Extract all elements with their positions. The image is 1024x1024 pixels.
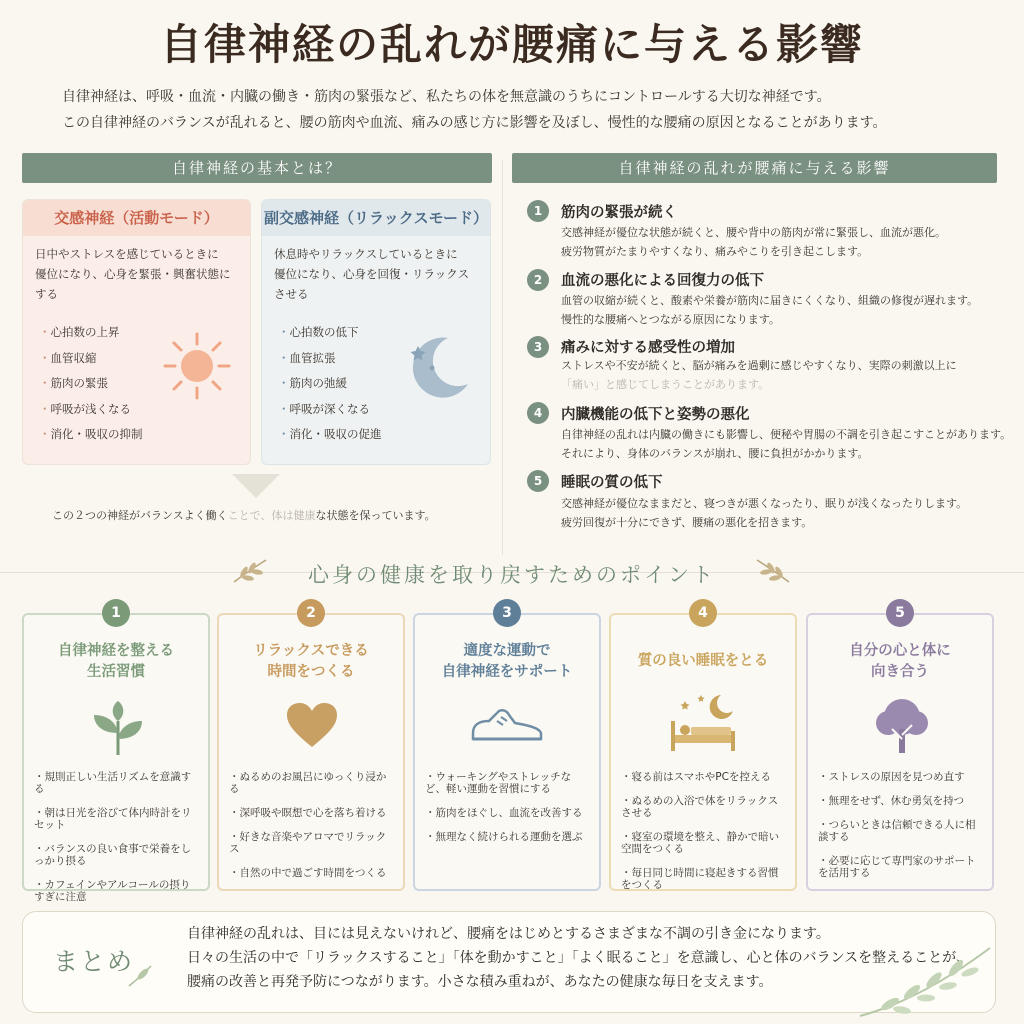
point-title-line: 質の良い睡眠をとる	[637, 653, 769, 669]
point-title-line: 適度な運動で	[463, 643, 551, 659]
effect-text: 疲労物質がたまりやすくなり、痛みやこりを引き起こします。	[561, 245, 869, 258]
list-item: ・ 血管収縮	[39, 346, 234, 372]
parasympathetic-title: 副交感神経（リラックスモード）	[262, 200, 490, 236]
effect-text: 自律神経の乱れは内臓の働きにも影響し、便秘や胃腸の不調を引き起こすことがあります。	[561, 428, 1012, 441]
list-item: ・ 心拍数の低下	[278, 320, 474, 346]
effects-list	[527, 197, 1022, 537]
balance-text-faded: ことで、体は健康	[227, 509, 316, 522]
point-title	[24, 641, 208, 683]
point-title	[611, 651, 795, 672]
effect-item	[527, 267, 1022, 334]
point-title-line: リラックスできる	[253, 643, 369, 659]
column-divider	[502, 160, 503, 555]
list-item: ・ 寝室の環境を整え、静かで暗い空間をつくる	[621, 831, 787, 855]
point-title	[415, 641, 599, 683]
point-list	[417, 771, 599, 855]
list-item: ・ 無理をせず、休む勇気を持つ	[818, 795, 984, 807]
effect-item	[527, 197, 1022, 267]
heart-icon	[285, 701, 339, 751]
summary-line: 腰痛の改善と再発予防につながります。小さな積み重ねが、あなたの健康な毎日を支えます。	[187, 974, 773, 990]
page-title: 自律神経の乱れが腰痛に与える影響	[159, 20, 864, 69]
list-item: ・ 消化・吸収の抑制	[39, 422, 234, 448]
parasympathetic-box	[261, 199, 491, 465]
point-list	[613, 771, 795, 903]
effect-number: 3	[527, 336, 549, 358]
list-item: ・ 自然の中で過ごす時間をつくる	[229, 867, 395, 879]
effect-title: 痛みに対する感受性の増加	[561, 340, 735, 356]
effect-title: 内臓機能の低下と姿勢の悪化	[561, 407, 750, 423]
effect-title: 睡眠の質の低下	[561, 475, 663, 491]
leaf-icon	[125, 962, 155, 990]
sympathetic-box	[22, 199, 251, 465]
balance-text: この２つの神経がバランスよく働く	[52, 509, 228, 522]
list-item: ・ 必要に応じて専門家のサポートを活用する	[818, 855, 984, 879]
bed-icon	[667, 691, 739, 755]
list-item: ・ 無理なく続けられる運動を選ぶ	[425, 831, 591, 843]
list-item: ・ 朝は日光を浴びて体内時計をリセット	[34, 807, 200, 831]
arrow-down-icon	[232, 474, 280, 498]
effects-header: 自律神経の乱れが腰痛に与える影響	[512, 153, 997, 183]
effect-title: 筋肉の緊張が続く	[561, 205, 677, 221]
point-title-line: 自律神経を整える	[58, 643, 174, 659]
effect-text: それにより、身体のバランスが崩れ、腰に負担がかかります。	[561, 447, 869, 460]
point-card-3	[413, 613, 601, 891]
points-header: 心身の健康を取り戻すためのポイント	[308, 563, 716, 587]
effect-text: 血管の収縮が続くと、酸素や栄養が筋肉に届きにくくなり、組織の修復が遅れます。	[561, 294, 979, 307]
point-card-1	[22, 613, 210, 903]
effect-item	[527, 467, 1022, 537]
list-item: ・ カフェインやアルコールの摂りすぎに注意	[34, 879, 200, 903]
effect-number: 5	[527, 470, 549, 492]
point-number: 1	[102, 599, 130, 627]
effect-text: 疲労回復が十分にできず、腰痛の悪化を招きます。	[561, 516, 813, 529]
list-item: ・ 呼吸が深くなる	[278, 397, 474, 423]
sympathetic-desc-line: 日中やストレスを感じているときに	[35, 247, 219, 261]
leaf-sprig-icon	[753, 556, 793, 586]
point-title	[219, 641, 403, 683]
basics-header: 自律神経の基本とは？	[22, 153, 492, 183]
effect-text: 慢性的な腰痛へとつながる原因になります。	[561, 313, 780, 326]
list-item: ・ 血管拡張	[278, 346, 474, 372]
point-card-2	[217, 613, 405, 891]
list-item: ・ バランスの良い食事で栄養をしっかり摂る	[34, 843, 200, 867]
effect-number: 1	[527, 200, 549, 222]
point-number: 5	[886, 599, 914, 627]
summary-line: 自律神経の乱れは、目には見えないけれど、腰痛をはじめとするさまざまな不調の引き金になります。	[187, 926, 830, 942]
balance-text: な状態を保っています。	[315, 509, 436, 522]
point-title-line: 自律神経をサポート	[441, 664, 573, 680]
parasympathetic-desc-line: 休息時やリラックスしているときに	[274, 247, 458, 261]
tree-icon	[872, 695, 932, 757]
point-card-4	[609, 613, 797, 891]
point-card-5	[806, 613, 994, 891]
list-item: ・ つらいときは信頼できる人に相談する	[818, 819, 984, 843]
sympathetic-desc-line: 優位になり、心身を緊張・興奮状態にする	[35, 267, 231, 301]
intro-line-2: この自律神経のバランスが乱れると、腰の筋肉や血流、痛みの感じ方に影響を及ぼし、慢性的な腰痛の原因となることがあります。	[62, 115, 887, 131]
list-item: ・ ストレスの原因を見つめ直す	[818, 771, 984, 783]
effect-number: 2	[527, 269, 549, 291]
point-number: 4	[689, 599, 717, 627]
list-item: ・ 毎日同じ時間に寝起きする習慣をつくる	[621, 867, 787, 891]
point-title-line: 自分の心と体に	[849, 643, 951, 659]
sprout-icon	[88, 699, 148, 759]
effect-text: 交感神経が優位な状態が続くと、腰や背中の筋肉が常に緊張し、血流が悪化。	[561, 226, 946, 239]
list-item: ・ ウォーキングやストレッチなど、軽い運動を習慣にする	[425, 771, 591, 795]
point-number: 3	[493, 599, 521, 627]
point-list	[26, 771, 208, 915]
point-title-line: 向き合う	[871, 664, 929, 680]
effect-text: 「痛い」と感じてしまうことがあります。	[561, 378, 770, 391]
list-item: ・ 消化・吸収の促進	[278, 422, 474, 448]
list-item: ・ 筋肉の緊張	[39, 371, 234, 397]
effect-item	[527, 334, 1022, 400]
effect-title: 血流の悪化による回復力の低下	[561, 273, 764, 289]
intro-line-1: 自律神経は、呼吸・血流・内臓の働き・筋肉の緊張など、私たちの体を無意識のうちにコントロールする大切な神経です。	[62, 89, 831, 105]
effect-text: 交感神経が優位なままだと、寝つきが悪くなったり、眠りが浅くなったりします。	[561, 497, 968, 510]
point-list	[221, 771, 403, 891]
list-item: ・ 好きな音楽やアロマでリラックス	[229, 831, 395, 855]
balance-note	[52, 507, 482, 523]
sympathetic-title: 交感神経（活動モード）	[23, 200, 250, 236]
list-item: ・ 規則正しい生活リズムを意識する	[34, 771, 200, 795]
list-item: ・ 心拍数の上昇	[39, 320, 234, 346]
parasympathetic-desc	[262, 244, 490, 304]
list-item: ・ 筋肉をほぐし、血流を改善する	[425, 807, 591, 819]
list-item: ・ ぬるめのお風呂にゆっくり浸かる	[229, 771, 395, 795]
point-title	[808, 641, 992, 683]
point-title-line: 生活習慣	[87, 664, 145, 680]
point-list	[810, 771, 992, 891]
effect-text: ストレスや不安が続くと、脳が痛みを過剰に感じやすくなり、実際の刺激以上に	[561, 359, 957, 372]
leaf-branch-icon	[850, 940, 1000, 1020]
moon-icon	[402, 332, 478, 408]
effect-number: 4	[527, 402, 549, 424]
sun-icon	[161, 330, 233, 402]
sneaker-icon	[469, 705, 545, 747]
list-item: ・ 寝る前はスマホやPCを控える	[621, 771, 787, 783]
point-number: 2	[297, 599, 325, 627]
list-item: ・ 呼吸が浅くなる	[39, 397, 234, 423]
list-item: ・ 深呼吸や瞑想で心を落ち着ける	[229, 807, 395, 819]
point-title-line: 時間をつくる	[267, 664, 355, 680]
list-item: ・ ぬるめの入浴で体をリラックスさせる	[621, 795, 787, 819]
summary-label: まとめ	[53, 947, 135, 976]
effect-item	[527, 400, 1022, 467]
parasympathetic-desc-line: 優位になり、心身を回復・リラックスさせる	[274, 267, 470, 301]
summary-line: 日々の生活の中で「リラックスすること」「体を動かすこと」「よく眠ること」を意識し、心と体のバランスを整えることが、	[187, 950, 971, 966]
sympathetic-desc	[23, 244, 250, 304]
list-item: ・ 筋肉の弛緩	[278, 371, 474, 397]
